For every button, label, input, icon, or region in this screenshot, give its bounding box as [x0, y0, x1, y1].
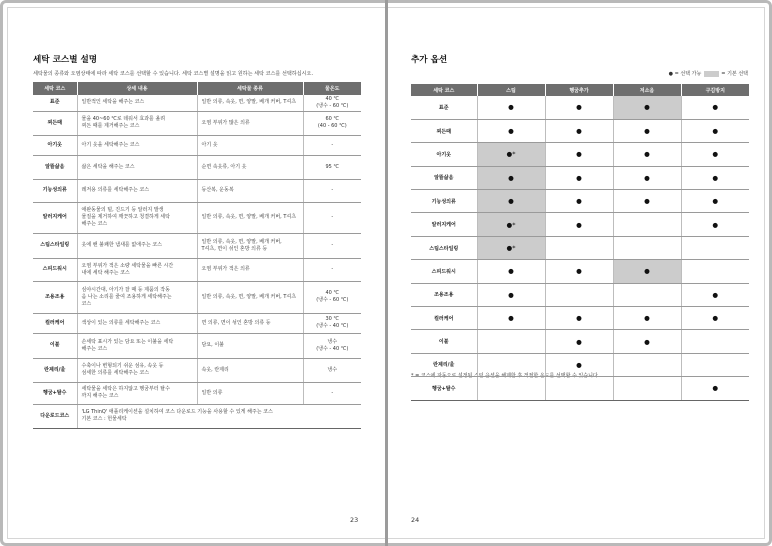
course-row — [33, 202, 361, 233]
low-noise-cell — [613, 377, 681, 400]
legend-default-swatch — [704, 71, 719, 77]
course-name: 알뜰삶음 — [411, 166, 477, 189]
header-laundry-type: 세탁물 종류 — [197, 82, 303, 95]
course-row — [33, 382, 361, 404]
water-temp-line: (냉수 - 60 ℃) — [316, 297, 349, 303]
laundry-type — [197, 111, 303, 135]
course-name: 스팀스타일링 — [411, 236, 477, 259]
water-temp-line: 냉수 — [327, 366, 338, 373]
laundry-type-line: 등산복, 운동복 — [201, 187, 234, 193]
download-course-line: 'LG ThinQ' 애플리케이션을 설치하여 코스 다운로드 기능을 사용할 수 있게 해주는 코스 — [81, 409, 273, 415]
course-row — [33, 258, 361, 281]
course-table — [33, 82, 361, 429]
wrinkle-care-cell: ● — [681, 166, 749, 189]
laundry-type — [197, 258, 303, 281]
steam-cell: ● — [477, 190, 545, 213]
header-detail: 상세 내용 — [77, 82, 197, 95]
rinse-add-cell: ● — [545, 353, 613, 376]
wrinkle-care-cell — [681, 330, 749, 353]
course-name: 란제리/울 — [33, 358, 77, 382]
course-detail — [77, 135, 197, 155]
water-temp-line: 30 ℃ — [325, 316, 340, 322]
header-course: 세탁 코스 — [33, 82, 77, 95]
water-temp — [303, 233, 361, 258]
course-row — [33, 135, 361, 155]
footnote: * = 코스에 자동으로 설정된 스팀 옵션을 해제한 후 적절한 온도를 선택할 수 있습니다. — [411, 373, 600, 379]
course-row — [33, 111, 361, 135]
steam-cell: ● — [477, 260, 545, 283]
course-name: 표준 — [411, 96, 477, 119]
rinse-add-cell — [545, 377, 613, 400]
water-temp — [303, 313, 361, 333]
water-temp — [303, 111, 361, 135]
water-temp-line: - — [331, 187, 334, 193]
water-temp — [303, 281, 361, 313]
header-course: 세탁 코스 — [411, 84, 477, 96]
header-water-temp: 물온도 — [303, 82, 361, 95]
course-row — [33, 333, 361, 358]
rinse-add-cell — [545, 283, 613, 306]
course-name: 란제리/울 — [411, 353, 477, 376]
course-row — [33, 313, 361, 333]
water-temp-line: (냉수 - 40 ℃) — [316, 345, 349, 352]
course-detail-line: 내에 세탁 해주는 코스 — [81, 269, 130, 276]
course-name: 기능성의류 — [411, 190, 477, 213]
water-temp — [303, 358, 361, 382]
header-wrinkle-care: 구김방지 — [681, 84, 749, 96]
laundry-type — [197, 95, 303, 111]
course-detail-line: 아기 옷을 세탁해주는 코스 — [81, 141, 140, 148]
course-detail-line: 해주는 코스 — [81, 221, 108, 227]
steam-cell: ● — [477, 283, 545, 306]
laundry-type-line: 오염 부위가 많은 의류 — [201, 119, 250, 126]
course-detail-line: 옷에 밴 불쾌한 냄새를 없애주는 코스 — [81, 242, 162, 248]
water-temp-line: - — [331, 141, 334, 148]
option-row — [411, 377, 749, 400]
course-detail-line: 오염 부위가 적은 소량 세탁물을 빠른 시간 — [81, 262, 174, 269]
course-detail — [77, 333, 197, 358]
course-row — [33, 281, 361, 313]
option-row — [411, 236, 749, 259]
laundry-type-line: 면 의류, 면이 섞인 혼방 의류 등 — [201, 319, 271, 326]
course-name: 알러지케어 — [411, 213, 477, 236]
wrinkle-care-cell — [681, 260, 749, 283]
course-row-download — [33, 404, 361, 428]
rinse-add-cell: ● — [545, 330, 613, 353]
page-description: 세탁물의 종류와 오염상태에 따라 세탁 코스를 선택할 수 있습니다. 세탁 코스별 설명을 읽고 원하는 세탁 코스를 선택하십시오. — [33, 71, 314, 77]
low-noise-cell: ● — [613, 119, 681, 142]
laundry-type-line: 일반 의류, 속옷, 면, 양말, 베개 커버, T셔츠 — [201, 293, 297, 300]
course-name: 알러지케어 — [33, 202, 77, 233]
laundry-type-line: 순면 속옷류, 아기 옷 — [201, 163, 247, 170]
water-temp-line: 40 ℃ — [325, 290, 340, 296]
option-row — [411, 213, 749, 236]
course-name: 알뜰삶음 — [33, 155, 77, 179]
wrinkle-care-cell: ● — [681, 307, 749, 330]
water-temp — [303, 135, 361, 155]
laundry-type — [197, 313, 303, 333]
wrinkle-care-cell: ● — [681, 143, 749, 166]
course-name: 조용조용 — [411, 283, 477, 306]
laundry-type-line: 담요, 이불 — [201, 342, 224, 348]
header-rinse-add: 헹굼추가 — [545, 84, 613, 96]
rinse-add-cell: ● — [545, 307, 613, 330]
water-temp-line: 40 ℃ — [325, 95, 340, 102]
water-temp — [303, 155, 361, 179]
wrinkle-care-cell — [681, 353, 749, 376]
option-table-header — [411, 84, 749, 96]
course-name: 조용조용 — [33, 281, 77, 313]
wrinkle-care-cell: ● — [681, 119, 749, 142]
rinse-add-cell: ● — [545, 119, 613, 142]
course-detail-line: 일반적인 세탁을 해주는 코스 — [81, 99, 145, 106]
laundry-type — [197, 179, 303, 202]
wrinkle-care-cell: ● — [681, 213, 749, 236]
steam-cell: ● — [477, 119, 545, 142]
water-temp-line: (40 - 60 ℃) — [317, 123, 347, 129]
water-temp-line: (냉수 - 40 ℃) — [316, 323, 349, 329]
water-temp-line: 냉수 — [327, 338, 338, 345]
course-detail-line: 까지 해주는 코스 — [81, 393, 119, 399]
page-title: 추가 옵션 — [411, 55, 448, 65]
option-row — [411, 190, 749, 213]
laundry-type-line: 일반 의류, 속옷, 면, 양말, 베개 커버, T셔츠 — [201, 214, 297, 220]
laundry-type — [197, 281, 303, 313]
course-name: 기능성의류 — [33, 179, 77, 202]
course-detail — [77, 382, 197, 404]
course-detail — [77, 281, 197, 313]
option-row — [411, 283, 749, 306]
low-noise-cell: ● — [613, 190, 681, 213]
water-temp — [303, 202, 361, 233]
course-detail — [77, 95, 197, 111]
course-detail-line: 물질을 제거하여 깨끗하고 청결하게 세탁 — [81, 214, 170, 220]
option-row — [411, 307, 749, 330]
low-noise-cell: ● — [613, 96, 681, 119]
laundry-type-line: 일반 의류, 속옷, 면, 양말, 베개 커버, T셔츠 — [201, 99, 297, 106]
course-detail-line: 해주는 코스 — [81, 345, 108, 352]
laundry-type-line: 일반 의류, 속옷, 면, 양말, 베개 커버, — [201, 238, 282, 245]
low-noise-cell — [613, 213, 681, 236]
course-row — [33, 179, 361, 202]
course-detail-line: 세탁물을 세탁은 하지않고 헹굼부터 탈수 — [81, 386, 170, 392]
rinse-add-cell — [545, 236, 613, 259]
course-name: 스팀스타일링 — [33, 233, 77, 258]
course-name: 이불 — [411, 330, 477, 353]
option-row — [411, 119, 749, 142]
course-name: 컬러케어 — [33, 313, 77, 333]
course-name: 아기옷 — [33, 135, 77, 155]
rinse-add-cell: ● — [545, 143, 613, 166]
laundry-type-line: T셔츠, 면이 섞인 혼방 의류 등 — [201, 245, 268, 252]
course-name: 헹굼+탈수 — [33, 382, 77, 404]
steam-cell: ●* — [477, 236, 545, 259]
course-detail-line: 색상이 있는 의류를 세탁해주는 코스 — [81, 319, 161, 326]
course-row — [33, 95, 361, 111]
low-noise-cell: ● — [613, 330, 681, 353]
low-noise-cell — [613, 353, 681, 376]
water-temp — [303, 179, 361, 202]
laundry-type-line: 속옷, 란제리 — [201, 366, 229, 373]
course-row — [33, 155, 361, 179]
wrinkle-care-cell: ● — [681, 283, 749, 306]
header-low-noise: 저소음 — [613, 84, 681, 96]
left-page — [0, 0, 385, 546]
water-temp — [303, 95, 361, 111]
water-temp-line: (냉수 - 60 ℃) — [316, 102, 349, 109]
laundry-type — [197, 358, 303, 382]
course-detail-line: 애완동물의 털, 진드기 등 알러지 발생 — [81, 207, 164, 213]
wrinkle-care-cell — [681, 236, 749, 259]
option-row — [411, 166, 749, 189]
water-temp-line: - — [331, 389, 334, 396]
laundry-type — [197, 135, 303, 155]
course-detail-line: 삶은 세탁을 해주는 코스 — [81, 163, 135, 170]
course-detail — [77, 358, 197, 382]
course-detail — [77, 155, 197, 179]
steam-cell: ● — [477, 96, 545, 119]
course-name: 스피드워시 — [33, 258, 77, 281]
course-row — [33, 358, 361, 382]
steam-cell — [477, 330, 545, 353]
course-detail — [77, 233, 197, 258]
option-row — [411, 260, 749, 283]
laundry-type — [197, 155, 303, 179]
course-detail-line: 코스 — [81, 300, 92, 307]
course-row — [33, 233, 361, 258]
rinse-add-cell: ● — [545, 260, 613, 283]
course-detail — [77, 111, 197, 135]
steam-cell: ● — [477, 166, 545, 189]
steam-cell — [477, 353, 545, 376]
steam-cell: ● — [477, 307, 545, 330]
option-row — [411, 143, 749, 166]
course-name: 찌든때 — [411, 119, 477, 142]
steam-cell — [477, 377, 545, 400]
rinse-add-cell: ● — [545, 166, 613, 189]
wrinkle-care-cell: ● — [681, 96, 749, 119]
course-detail-line: 수축이나 변형되기 쉬운 섬유, 속옷 등 — [81, 363, 164, 369]
download-course-line: 기본 코스 : 헌물세탁 — [81, 416, 127, 422]
option-row — [411, 330, 749, 353]
option-table — [411, 84, 749, 401]
legend-default: = 기본 선택 — [721, 71, 748, 77]
course-detail-line: 찌든 때를 제거해주는 코스 — [81, 123, 140, 129]
option-row — [411, 96, 749, 119]
laundry-type-line: 오염 부위가 적은 의류 — [201, 266, 250, 272]
course-detail — [77, 258, 197, 281]
water-temp-line: - — [331, 242, 334, 248]
low-noise-cell: ● — [613, 166, 681, 189]
legend — [669, 70, 748, 77]
water-temp — [303, 258, 361, 281]
water-temp-line: 95 ℃ — [325, 163, 340, 170]
low-noise-cell: ● — [613, 143, 681, 166]
rinse-add-cell: ● — [545, 96, 613, 119]
wrinkle-care-cell: ● — [681, 190, 749, 213]
water-temp-line: - — [331, 266, 334, 272]
course-name: 컬러케어 — [411, 307, 477, 330]
course-name: 아기옷 — [411, 143, 477, 166]
laundry-type — [197, 382, 303, 404]
laundry-type-line: 아기 옷 — [201, 141, 218, 148]
wrinkle-care-cell: ● — [681, 377, 749, 400]
water-temp-line: 60 ℃ — [325, 116, 340, 122]
laundry-type — [197, 202, 303, 233]
course-detail — [77, 179, 197, 202]
low-noise-cell — [613, 236, 681, 259]
water-temp-line: - — [331, 214, 334, 220]
course-table-header — [33, 82, 361, 95]
low-noise-cell: ● — [613, 307, 681, 330]
rinse-add-cell: ● — [545, 190, 613, 213]
course-detail-line: 손세탁 표시가 있는 담요 또는 이불을 세탁 — [81, 338, 174, 345]
water-temp — [303, 333, 361, 358]
laundry-type-line: 일반 의류 — [201, 389, 223, 396]
course-detail-line: 물을 40~60 ℃로 데워서 효과를 올려 — [81, 116, 166, 122]
laundry-type — [197, 233, 303, 258]
course-detail-line: 심야시간대, 아기가 잘 때 등 제품의 작동 — [81, 286, 170, 293]
course-name: 다운로드코스 — [33, 404, 77, 428]
course-name: 표준 — [33, 95, 77, 111]
page-title: 세탁 코스별 설명 — [33, 55, 98, 65]
course-detail — [77, 313, 197, 333]
steam-cell: ●* — [477, 213, 545, 236]
option-row — [411, 353, 749, 376]
course-name: 찌든때 — [33, 111, 77, 135]
course-detail — [77, 202, 197, 233]
low-noise-cell — [613, 283, 681, 306]
course-detail-line: 섬세한 의류를 세탁해주는 코스 — [81, 370, 150, 376]
course-name: 헹굼+탈수 — [411, 377, 477, 400]
download-course-detail — [77, 404, 361, 428]
course-name: 이불 — [33, 333, 77, 358]
page-number: 23 — [350, 516, 359, 524]
course-detail-line: 음 나는 소리를 줄여 조용하게 세탁해주는 — [81, 293, 172, 300]
water-temp — [303, 382, 361, 404]
page-number: 24 — [411, 516, 420, 524]
legend-available: ● = 선택 가능 — [668, 71, 702, 77]
header-steam: 스팀 — [477, 84, 545, 96]
rinse-add-cell: ● — [545, 213, 613, 236]
course-name: 스피드워시 — [411, 260, 477, 283]
steam-cell: ●* — [477, 143, 545, 166]
low-noise-cell: ● — [613, 260, 681, 283]
laundry-type — [197, 333, 303, 358]
course-detail-line: 레저용 의류를 세탁해주는 코스 — [81, 187, 150, 193]
